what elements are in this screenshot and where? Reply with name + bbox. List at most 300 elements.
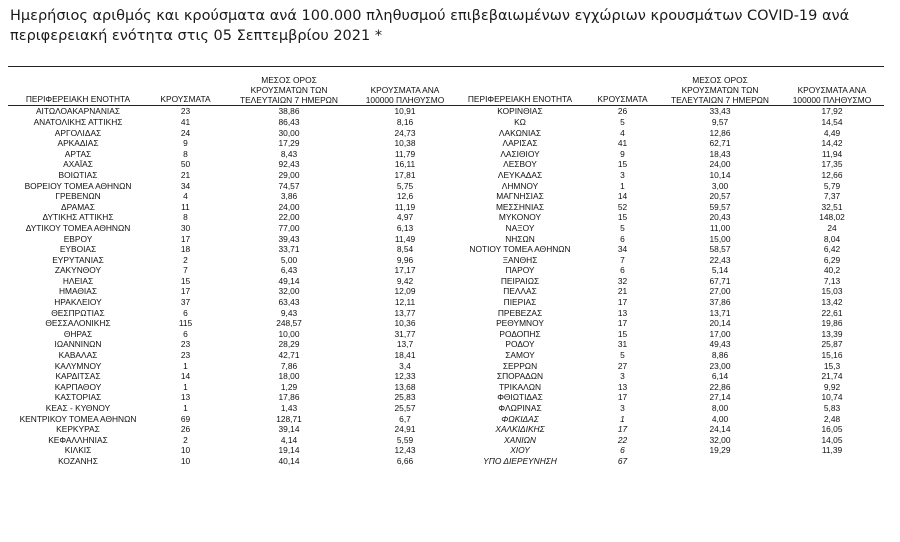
table-row	[8, 424, 884, 435]
left-cases-cell: 17	[180, 286, 191, 297]
left-cases-cell: 8	[183, 148, 188, 159]
left-avg-7-days-cell: 1,43	[280, 403, 298, 414]
right-avg-7-days-cell: 22,86	[709, 381, 731, 392]
right-avg-7-days-cell: 20,57	[709, 191, 731, 202]
right-region-name-cell: ΠΡΕΒΕΖΑΣ	[497, 307, 543, 318]
right-avg-7-days-cell: 13,71	[709, 307, 731, 318]
header-per100k: ΚΡΟΥΣΜΑΤΑ ΑΝΑ 100000 ΠΛΗΘΥΣΜΟ	[355, 76, 455, 106]
header-per100k-2: ΚΡΟΥΣΜΑΤΑ ΑΝΑ 100000 ΠΛΗΘΥΣΜΟ	[780, 76, 884, 106]
left-avg-7-days-cell: 39,14	[278, 424, 300, 435]
table-row	[8, 202, 884, 213]
table-header-row	[8, 76, 884, 106]
left-cases-cell: 1	[183, 381, 188, 392]
right-per-100k-cell: 15,16	[821, 350, 843, 361]
left-avg-7-days-cell: 74,57	[278, 180, 300, 191]
right-region-name-cell: ΦΘΙΩΤΙΔΑΣ	[497, 392, 543, 403]
left-avg-7-days-cell: 32,00	[278, 286, 300, 297]
left-per-100k-cell: 10,91	[394, 106, 416, 117]
left-cases-cell: 23	[180, 339, 191, 350]
header-unit: ΠΕΡΙΦΕΡΕΙΑΚΗ ΕΝΟΤΗΤΑ	[8, 76, 148, 106]
right-cases-cell: 5	[620, 116, 625, 127]
right-avg-7-days-cell: 20,14	[709, 318, 731, 329]
left-cases-cell: 9	[183, 138, 188, 149]
right-region-name-cell: ΞΑΝΘΗΣ	[502, 254, 538, 265]
right-cases-cell: 26	[617, 106, 628, 117]
left-cases-cell: 15	[180, 275, 191, 286]
left-cases-cell: 17	[180, 233, 191, 244]
table-body	[8, 106, 884, 467]
table-row	[8, 445, 884, 456]
right-cases-cell: 6	[620, 445, 625, 456]
right-region-name-cell: ΛΕΣΒΟΥ	[503, 159, 537, 170]
right-avg-7-days-cell: 3,00	[711, 180, 729, 191]
right-cases-cell: 3	[620, 403, 625, 414]
right-cases-cell: 52	[617, 201, 628, 212]
table-row	[8, 297, 884, 308]
table-row	[8, 170, 884, 181]
left-avg-7-days-cell: 24,00	[278, 201, 300, 212]
right-region-name-cell: ΚΩ	[514, 116, 526, 127]
right-region-name-cell: ΡΕΘΥΜΝΟΥ	[496, 318, 544, 329]
right-avg-7-days-cell: 8,00	[711, 403, 729, 414]
right-per-100k-cell: 25,87	[821, 339, 843, 350]
left-avg-7-days-cell: 42,71	[278, 350, 300, 361]
right-region-name-cell: ΜΑΓΝΗΣΙΑΣ	[496, 191, 544, 202]
left-per-100k-cell: 31,77	[394, 328, 416, 339]
right-cases-cell: 27	[617, 360, 628, 371]
right-per-100k-cell: 40,2	[823, 265, 841, 276]
left-per-100k-cell: 12,33	[394, 371, 416, 382]
right-cases-cell: 15	[617, 328, 628, 339]
right-avg-7-days-cell: 59,57	[709, 201, 731, 212]
left-region-name-cell: ΚΑΒΑΛΑΣ	[58, 350, 98, 361]
right-region-name-cell: ΝΑΞΟΥ	[505, 222, 535, 233]
left-region-name-cell: ΚΕΡΚΥΡΑΣ	[56, 424, 100, 435]
left-avg-7-days-cell: 9,43	[280, 307, 298, 318]
left-avg-7-days-cell: 22,00	[278, 212, 300, 223]
right-cases-cell: 17	[617, 392, 628, 403]
right-region-name-cell: ΤΡΙΚΑΛΩΝ	[498, 381, 542, 392]
right-cases-cell: 32	[617, 275, 628, 286]
table-row	[8, 117, 884, 128]
right-region-name-cell: ΛΕΥΚΑΔΑΣ	[497, 169, 543, 180]
right-region-name-cell: ΚΟΡΙΝΘΙΑΣ	[497, 106, 543, 117]
left-region-name-cell: ΚΑΡΠΑΘΟΥ	[54, 381, 102, 392]
right-avg-7-days-cell: 19,29	[709, 445, 731, 456]
left-cases-cell: 10	[180, 445, 191, 456]
left-per-100k-cell: 6,7	[399, 413, 411, 424]
left-cases-cell: 23	[180, 106, 191, 117]
right-avg-7-days-cell: 10,14	[709, 169, 731, 180]
right-per-100k-cell: 12,66	[821, 169, 843, 180]
right-cases-cell: 6	[620, 233, 625, 244]
right-cases-cell: 21	[617, 286, 628, 297]
table-row	[8, 435, 884, 446]
left-per-100k-cell: 5,59	[396, 434, 414, 445]
right-avg-7-days-cell: 67,71	[709, 275, 731, 286]
left-region-name-cell: ΑΡΚΑΔΙΑΣ	[57, 138, 99, 149]
right-region-name-cell: ΝΗΣΩΝ	[505, 233, 535, 244]
right-region-name-cell: ΣΕΡΡΩΝ	[502, 360, 538, 371]
left-region-name-cell: ΗΛΕΙΑΣ	[62, 275, 94, 286]
right-per-100k-cell: 5,79	[823, 180, 841, 191]
table-row	[8, 255, 884, 266]
right-per-100k-cell: 13,42	[821, 297, 843, 308]
left-per-100k-cell: 25,57	[394, 403, 416, 414]
right-per-100k-cell: 17,92	[821, 106, 843, 117]
right-per-100k-cell: 11,39	[821, 445, 843, 456]
right-region-name-cell: ΣΠΟΡΑΔΩΝ	[496, 371, 544, 382]
left-per-100k-cell: 12,6	[396, 191, 414, 202]
left-per-100k-cell: 8,16	[396, 116, 414, 127]
left-cases-cell: 4	[183, 191, 188, 202]
left-per-100k-cell: 3,4	[399, 360, 411, 371]
right-avg-7-days-cell: 11,00	[709, 222, 731, 233]
right-region-name-cell: ΣΑΜΟΥ	[505, 350, 535, 361]
table-row	[8, 339, 884, 350]
right-region-name-cell: ΛΗΜΝΟΥ	[501, 180, 539, 191]
table-row	[8, 181, 884, 192]
left-cases-cell: 30	[180, 222, 191, 233]
right-region-name-cell: ΠΙΕΡΙΑΣ	[503, 297, 537, 308]
table-row	[8, 128, 884, 139]
table-row	[8, 212, 884, 223]
table-row	[8, 286, 884, 297]
left-cases-cell: 14	[180, 371, 191, 382]
left-cases-cell: 26	[180, 424, 191, 435]
left-per-100k-cell: 12,43	[394, 445, 416, 456]
left-region-name-cell: ΗΡΑΚΛΕΙΟΥ	[54, 297, 102, 308]
left-cases-cell: 2	[183, 254, 188, 265]
left-avg-7-days-cell: 39,43	[278, 233, 300, 244]
left-region-name-cell: ΚΟΖΑΝΗΣ	[58, 455, 98, 466]
left-region-name-cell: ΘΕΣΠΡΩΤΙΑΣ	[51, 307, 105, 318]
right-per-100k-cell: 14,54	[821, 116, 843, 127]
left-avg-7-days-cell: 33,71	[278, 244, 300, 255]
table-row	[8, 149, 884, 160]
table-row	[8, 414, 884, 425]
left-region-name-cell: ΚΑΛΥΜΝΟΥ	[54, 360, 102, 371]
left-cases-cell: 6	[183, 307, 188, 318]
right-cases-cell: 31	[617, 339, 628, 350]
header-cases-2: ΚΡΟΥΣΜΑΤΑ	[585, 76, 660, 106]
right-per-100k-cell: 21,74	[821, 371, 843, 382]
left-avg-7-days-cell: 128,71	[276, 413, 302, 424]
right-region-name-cell: ΡΟΔΟΠΗΣ	[499, 328, 541, 339]
right-per-100k-cell: 13,39	[821, 328, 843, 339]
left-cases-cell: 69	[180, 413, 191, 424]
left-region-name-cell: ΚΕΦΑΛΛΗΝΙΑΣ	[48, 434, 108, 445]
left-cases-cell: 41	[180, 116, 191, 127]
right-region-name-cell: ΜΥΚΟΝΟΥ	[498, 212, 542, 223]
right-region-name-cell: ΠΑΡΟΥ	[505, 265, 535, 276]
left-avg-7-days-cell: 7,86	[280, 360, 298, 371]
right-avg-7-days-cell: 62,71	[709, 138, 731, 149]
left-region-name-cell: ΑΡΓΟΛΙΔΑΣ	[54, 127, 102, 138]
left-region-name-cell: ΑΧΑΪΑΣ	[63, 159, 93, 170]
left-region-name-cell: ΕΒΡΟΥ	[63, 233, 93, 244]
right-cases-cell: 22	[617, 434, 628, 445]
left-avg-7-days-cell: 38,86	[278, 106, 300, 117]
right-per-100k-cell: 7,13	[823, 275, 841, 286]
right-cases-cell: 1	[620, 413, 625, 424]
right-avg-7-days-cell: 20,43	[709, 212, 731, 223]
right-per-100k-cell: 5,83	[823, 403, 841, 414]
right-per-100k-cell: 8,04	[823, 233, 841, 244]
right-cases-cell: 3	[620, 371, 625, 382]
header-unit-2: ΠΕΡΙΦΕΡΕΙΑΚΗ ΕΝΟΤΗΤΑ	[455, 76, 585, 106]
left-region-name-cell: ΚΑΣΤΟΡΙΑΣ	[54, 392, 102, 403]
right-cases-cell: 13	[617, 307, 628, 318]
right-avg-7-days-cell: 18,43	[709, 148, 731, 159]
left-cases-cell: 37	[180, 297, 191, 308]
left-per-100k-cell: 24,91	[394, 424, 416, 435]
right-avg-7-days-cell	[660, 456, 780, 467]
right-region-name-cell: ΡΟΔΟΥ	[505, 339, 535, 350]
left-per-100k-cell: 11,79	[394, 148, 416, 159]
right-cases-cell: 3	[620, 169, 625, 180]
right-region-name-cell: ΠΕΛΛΑΣ	[503, 286, 537, 297]
right-avg-7-days-cell: 49,43	[709, 339, 731, 350]
left-region-name-cell: ΓΡΕΒΕΝΩΝ	[55, 191, 101, 202]
table-row	[8, 318, 884, 329]
left-cases-cell: 21	[180, 169, 191, 180]
right-avg-7-days-cell: 24,14	[709, 424, 731, 435]
right-avg-7-days-cell: 15,00	[709, 233, 731, 244]
left-cases-cell: 1	[183, 360, 188, 371]
right-per-100k-cell: 16,05	[821, 424, 843, 435]
right-per-100k-cell: 11,94	[821, 148, 843, 159]
left-avg-7-days-cell: 49,14	[278, 275, 300, 286]
left-per-100k-cell: 17,81	[394, 169, 416, 180]
table-row	[8, 159, 884, 170]
left-per-100k-cell: 16,11	[394, 159, 416, 170]
right-cases-cell: 15	[617, 159, 628, 170]
right-per-100k-cell: 4,49	[823, 127, 841, 138]
left-region-name-cell: ΖΑΚΥΝΘΟΥ	[54, 265, 102, 276]
left-region-name-cell: ΘΕΣΣΑΛΟΝΙΚΗΣ	[45, 318, 111, 329]
left-cases-cell: 18	[180, 244, 191, 255]
left-cases-cell: 8	[183, 212, 188, 223]
table-row	[8, 382, 884, 393]
left-avg-7-days-cell: 6,43	[280, 265, 298, 276]
left-cases-cell: 23	[180, 350, 191, 361]
right-avg-7-days-cell: 32,00	[709, 434, 731, 445]
right-cases-cell: 41	[617, 138, 628, 149]
right-region-name-cell: ΠΕΙΡΑΙΩΣ	[500, 275, 540, 286]
table-row	[8, 456, 884, 467]
left-avg-7-days-cell: 28,29	[278, 339, 300, 350]
left-avg-7-days-cell: 17,29	[278, 138, 300, 149]
right-cases-cell: 7	[620, 254, 625, 265]
right-per-100k-cell: 6,42	[823, 244, 841, 255]
table-row	[8, 392, 884, 403]
right-per-100k-cell: 6,29	[823, 254, 841, 265]
right-region-name-cell: ΛΑΡΙΣΑΣ	[502, 138, 538, 149]
left-avg-7-days-cell: 10,00	[278, 328, 300, 339]
left-cases-cell: 34	[180, 180, 191, 191]
right-avg-7-days-cell: 27,14	[709, 392, 731, 403]
left-per-100k-cell: 12,11	[394, 297, 416, 308]
right-region-name-cell: ΛΑΣΙΘΙΟΥ	[500, 148, 540, 159]
table-row	[8, 244, 884, 255]
table-row	[8, 138, 884, 149]
left-avg-7-days-cell: 86,43	[278, 116, 300, 127]
right-avg-7-days-cell: 6,14	[711, 371, 729, 382]
left-region-name-cell: ΒΟΙΩΤΙΑΣ	[58, 169, 98, 180]
left-avg-7-days-cell: 5,00	[280, 254, 298, 265]
table-row	[8, 265, 884, 276]
left-per-100k-cell: 4,97	[396, 212, 414, 223]
right-cases-cell: 67	[617, 455, 628, 466]
left-region-name-cell: ΒΟΡΕΙΟΥ ΤΟΜΕΑ ΑΘΗΝΩΝ	[24, 180, 132, 191]
left-region-name-cell: ΔΥΤΙΚΟΥ ΤΟΜΕΑ ΑΘΗΝΩΝ	[25, 222, 131, 233]
left-per-100k-cell: 25,83	[394, 392, 416, 403]
right-per-100k-cell: 14,42	[821, 138, 843, 149]
left-cases-cell: 1	[183, 403, 188, 414]
right-region-name-cell: ΜΕΣΣΗΝΙΑΣ	[495, 201, 545, 212]
left-avg-7-days-cell: 30,00	[278, 127, 300, 138]
left-region-name-cell: ΙΩΑΝΝΙΝΩΝ	[54, 339, 102, 350]
left-region-name-cell: ΚΕΑΣ - ΚΥΘΝΟΥ	[45, 403, 111, 414]
left-region-name-cell: ΔΥΤΙΚΗΣ ΑΤΤΙΚΗΣ	[42, 212, 114, 223]
left-avg-7-days-cell: 77,00	[278, 222, 300, 233]
right-cases-cell: 34	[617, 244, 628, 255]
table-row	[8, 361, 884, 372]
left-avg-7-days-cell: 248,57	[276, 318, 302, 329]
left-avg-7-days-cell: 19,14	[278, 445, 300, 456]
right-cases-cell: 5	[620, 350, 625, 361]
right-per-100k-cell: 10,74	[821, 392, 843, 403]
left-per-100k-cell: 10,38	[394, 138, 416, 149]
right-avg-7-days-cell: 17,00	[709, 328, 731, 339]
left-per-100k-cell: 6,13	[396, 222, 414, 233]
left-avg-7-days-cell: 17,86	[278, 392, 300, 403]
left-region-name-cell: ΗΜΑΘΙΑΣ	[58, 286, 98, 297]
table-row	[8, 106, 884, 117]
right-avg-7-days-cell: 23,00	[709, 360, 731, 371]
left-cases-cell: 24	[180, 127, 191, 138]
left-cases-cell: 7	[183, 265, 188, 276]
left-avg-7-days-cell: 1,29	[280, 381, 298, 392]
left-region-name-cell: ΕΥΒΟΙΑΣ	[59, 244, 97, 255]
left-per-100k-cell: 11,49	[394, 233, 416, 244]
left-avg-7-days-cell: 3,86	[280, 191, 298, 202]
right-per-100k-cell: 15,03	[821, 286, 843, 297]
table-row	[8, 371, 884, 382]
left-per-100k-cell: 8,54	[396, 244, 414, 255]
right-avg-7-days-cell: 8,86	[711, 350, 729, 361]
left-avg-7-days-cell: 8,43	[280, 148, 298, 159]
header-avg-2: ΜΕΣΟΣ ΟΡΟΣ ΚΡΟΥΣΜΑΤΩΝ ΤΩΝ ΤΕΛΕΥΤΑΙΩΝ 7 ΗΜΕΡΩΝ	[660, 76, 780, 106]
left-cases-cell: 2	[183, 434, 188, 445]
right-cases-cell: 15	[617, 212, 628, 223]
left-avg-7-days-cell: 4,14	[280, 434, 298, 445]
left-region-name-cell: ΚΑΡΔΙΤΣΑΣ	[55, 371, 101, 382]
right-cases-cell: 17	[617, 318, 628, 329]
top-rule	[8, 66, 884, 67]
right-per-100k-cell: 32,51	[821, 201, 843, 212]
table-row	[8, 191, 884, 202]
table-row	[8, 308, 884, 319]
table-row	[8, 234, 884, 245]
left-region-name-cell: ΔΡΑΜΑΣ	[61, 201, 95, 212]
left-region-name-cell: ΑΝΑΤΟΛΙΚΗΣ ΑΤΤΙΚΗΣ	[33, 116, 123, 127]
left-region-name-cell: ΚΙΛΚΙΣ	[64, 445, 92, 456]
right-per-100k-cell: 17,35	[821, 159, 843, 170]
left-per-100k-cell: 24,73	[394, 127, 416, 138]
right-per-100k-cell: 9,92	[823, 381, 841, 392]
left-cases-cell: 6	[183, 328, 188, 339]
right-avg-7-days-cell: 58,57	[709, 244, 731, 255]
left-region-name-cell: ΑΙΤΩΛΟΑΚΑΡΝΑΝΙΑΣ	[35, 106, 121, 117]
left-per-100k-cell: 12,09	[394, 286, 416, 297]
table-row	[8, 276, 884, 287]
page-title: Ημερήσιος αριθμός και κρούσματα ανά 100.000 πληθυσμού επιβεβαιωμένων εγχώριων κρουσμάτων COVID-19 ανά περιφερειακή ενότητα στις 05 Σεπτεμβρίου 2021 *	[10, 8, 850, 44]
left-cases-cell: 13	[180, 392, 191, 403]
right-avg-7-days-cell: 9,57	[711, 116, 729, 127]
table-row	[8, 329, 884, 340]
table-row	[8, 403, 884, 414]
right-per-100k-cell: 14,05	[821, 434, 843, 445]
right-region-name-cell: ΧΙΟΥ	[510, 445, 530, 456]
header-avg: ΜΕΣΟΣ ΟΡΟΣ ΚΡΟΥΣΜΑΤΩΝ ΤΩΝ ΤΕΛΕΥΤΑΙΩΝ 7 ΗΜΕΡΩΝ	[223, 76, 355, 106]
left-region-name-cell: ΑΡΤΑΣ	[64, 148, 92, 159]
left-region-name-cell: ΚΕΝΤΡΙΚΟΥ ΤΟΜΕΑ ΑΘΗΝΩΝ	[19, 413, 137, 424]
right-cases-cell: 1	[620, 180, 625, 191]
left-avg-7-days-cell: 18,00	[278, 371, 300, 382]
left-per-100k-cell: 13,7	[396, 339, 414, 350]
right-cases-cell: 5	[620, 222, 625, 233]
right-region-name-cell: ΝΟΤΙΟΥ ΤΟΜΕΑ ΑΘΗΝΩΝ	[469, 244, 571, 255]
right-region-name-cell: ΥΠΟ ΔΙΕΡΕΥΝΗΣΗ	[483, 455, 557, 466]
left-region-name-cell: ΕΥΡΥΤΑΝΙΑΣ	[52, 254, 104, 265]
right-avg-7-days-cell: 4,00	[711, 413, 729, 424]
right-cases-cell: 4	[620, 127, 625, 138]
left-per-100k-cell: 13,77	[394, 307, 416, 318]
right-per-100k-cell: 15,3	[823, 360, 841, 371]
left-per-100k-cell: 13,68	[394, 381, 416, 392]
right-per-100k-cell	[780, 456, 884, 467]
left-per-100k-cell: 5,75	[396, 180, 414, 191]
left-per-100k-cell: 10,36	[394, 318, 416, 329]
left-avg-7-days-cell: 40,14	[278, 455, 300, 466]
right-region-name-cell: ΦΛΩΡΙΝΑΣ	[498, 403, 542, 414]
left-cases-cell: 115	[178, 318, 193, 329]
left-per-100k-cell: 17,17	[394, 265, 416, 276]
right-region-name-cell: ΧΑΛΚΙΔΙΚΗΣ	[495, 424, 545, 435]
right-cases-cell: 13	[617, 381, 628, 392]
right-region-name-cell: ΦΩΚΙΔΑΣ	[501, 413, 539, 424]
right-cases-cell: 6	[620, 265, 625, 276]
covid-cases-table	[8, 76, 884, 467]
header-cases: ΚΡΟΥΣΜΑΤΑ	[148, 76, 223, 106]
right-per-100k-cell: 148,02	[819, 212, 845, 223]
right-region-name-cell: ΛΑΚΩΝΙΑΣ	[498, 127, 542, 138]
right-region-name-cell: ΧΑΝΙΩΝ	[504, 434, 536, 445]
right-avg-7-days-cell: 12,86	[709, 127, 731, 138]
table-row	[8, 350, 884, 361]
right-per-100k-cell: 2,48	[823, 413, 841, 424]
left-avg-7-days-cell: 92,43	[278, 159, 300, 170]
right-cases-cell: 17	[617, 424, 628, 435]
right-avg-7-days-cell: 5,14	[711, 265, 729, 276]
right-cases-cell: 14	[617, 191, 628, 202]
right-per-100k-cell: 7,37	[823, 191, 841, 202]
left-avg-7-days-cell: 29,00	[278, 169, 300, 180]
right-avg-7-days-cell: 37,86	[709, 297, 731, 308]
left-cases-cell: 10	[180, 455, 191, 466]
